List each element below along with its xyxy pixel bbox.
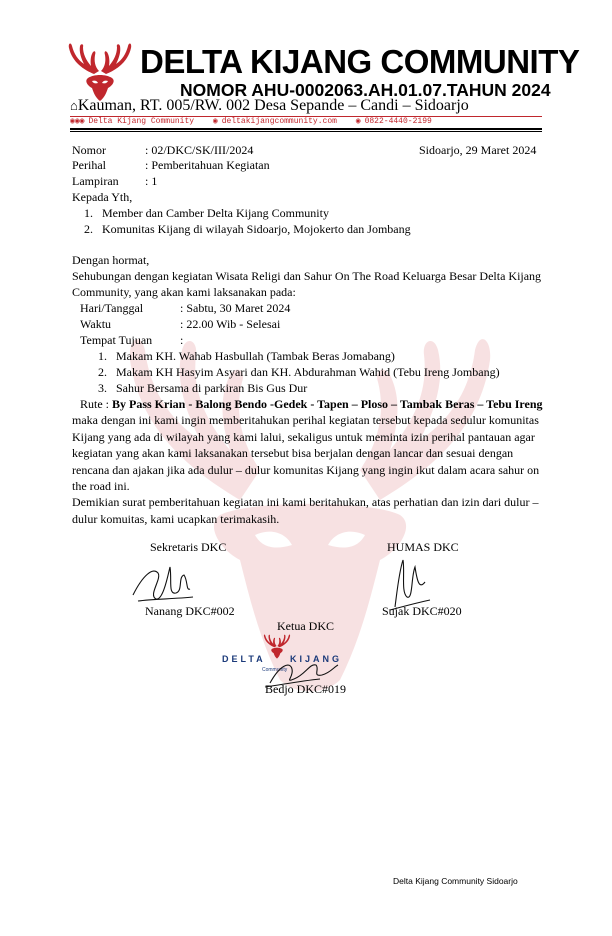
footer-text: Delta Kijang Community Sidoarjo <box>393 876 518 886</box>
letter-date: Sidoarjo, 29 Maret 2024 <box>419 143 537 157</box>
recipients-heading: Kepada Yth, <box>72 190 133 204</box>
contact-phone: 0822-4440-2199 <box>364 117 432 126</box>
place-item: 2. Makam KH Hasyim Asyari dan KH. Abdurahman Wahid (Tebu Ireng Jombang) <box>98 365 500 379</box>
org-name: DELTA KIJANG COMMUNITY <box>140 43 580 80</box>
route-label: Rute : <box>80 397 112 411</box>
recipient-text: Komunitas Kijang di wilayah Sidoarjo, Mojokerto dan Jombang <box>102 222 411 236</box>
route-value: By Pass Krian - Balong Bendo -Gedek - Tapen – Ploso – Tambak Beras – Tebu Ireng <box>112 397 543 411</box>
paragraph-closing <box>72 494 542 527</box>
route-line <box>80 397 543 412</box>
hari-value: : Sabtu, 30 Maret 2024 <box>180 301 291 315</box>
paragraph-line: the road ini. <box>72 479 130 493</box>
contact-facebook: Delta Kijang Community <box>88 117 195 126</box>
sekretaris-name: Nanang DKC#002 <box>145 604 235 618</box>
recipient-item: 1. Member dan Camber Delta Kijang Community <box>84 206 329 220</box>
sekretaris-title: Sekretaris DKC <box>150 540 227 554</box>
header-rule-thick <box>70 128 542 130</box>
hari-label: Hari/Tanggal <box>80 301 144 315</box>
paragraph-line: dulur komuitas, kami ucapkan terimakasih. <box>72 511 280 526</box>
paragraph-line: kegiatan yang akan kami laksanakan tersebut bisa berjalan dengan lancar dan sesuai dengan <box>72 446 514 460</box>
humas-title: HUMAS DKC <box>387 540 459 554</box>
perihal-value: : Pemberitahuan Kegiatan <box>145 158 270 172</box>
sekretaris-signature-icon <box>128 555 198 610</box>
waktu-value: : 22.00 Wib - Selesai <box>180 317 281 331</box>
intro-line: Community, yang akan kami laksanakan pada: <box>72 285 296 299</box>
lampiran-value: : 1 <box>145 174 158 188</box>
paragraph-notice <box>72 412 542 495</box>
humas-signature-icon <box>385 552 435 612</box>
ketua-name: Bedjo DKC#019 <box>265 682 346 696</box>
recipient-item: 2. Komunitas Kijang di wilayah Sidoarjo, Mojokerto dan Jombang <box>84 222 411 236</box>
address <box>70 97 469 115</box>
ketua-title: Ketua DKC <box>277 619 334 633</box>
nomor-label: Nomor <box>72 143 106 157</box>
perihal-label: Perihal <box>72 158 106 172</box>
lampiran-label: Lampiran <box>72 174 119 188</box>
humas-name: Sujak DKC#020 <box>382 604 462 618</box>
intro-line: Sehubungan dengan kegiatan Wisata Religi dan Sahur On The Road Keluarga Besar Delta Kijang <box>72 269 542 283</box>
stamp-text-left: DELTA <box>222 654 266 664</box>
email-icon: ◉ <box>212 117 218 126</box>
place-text: Sahur Bersama di parkiran Bis Gus Dur <box>116 381 308 395</box>
deer-logo-icon <box>64 40 136 102</box>
stamp-text-right: KIJANG <box>290 654 343 664</box>
tempat-label: Tempat Tujuan <box>80 333 153 347</box>
address-text: Kauman, RT. 005/RW. 002 Desa Sepande – Candi – Sidoarjo <box>77 97 469 114</box>
social-icons: ◉◉◉ <box>70 117 85 126</box>
place-text: Makam KH. Wahab Hasbullah (Tambak Beras Jomabang) <box>116 349 395 363</box>
paragraph-line: Demikian surat pemberitahuan kegiatan ini kami beritahukan, atas perhatian dan izin dari dulur – <box>72 495 539 509</box>
place-item: 3. Sahur Bersama di parkiran Bis Gus Dur <box>98 381 308 395</box>
contact-website: deltakijangcommunity.com <box>221 117 337 126</box>
paragraph-line: rencana dan ajakan jika ada dulur – dulur komunitas Kijang yang ingin ikut dalam acara sahur on <box>72 462 540 477</box>
waktu-label: Waktu <box>80 317 112 331</box>
recipient-text: Member dan Camber Delta Kijang Community <box>102 206 329 220</box>
greeting: Dengan hormat, <box>72 253 150 267</box>
paragraph-line: Kijang yang ada di wilayah yang kami lalui, sekaligus untuk meminta izin perihal pantauan agar <box>72 429 535 444</box>
paragraph-line: maka dengan ini kami ingin memberitahukan perihal kegiatan tersebut kepada sedulur komunitas <box>72 413 539 427</box>
place-text: Makam KH Hasyim Asyari dan KH. Abdurahman Wahid (Tebu Ireng Jombang) <box>116 365 500 379</box>
nomor-value: : 02/DKC/SK/III/2024 <box>145 143 254 157</box>
home-icon: ⌂ <box>70 98 78 113</box>
header-rule-thin <box>70 131 542 132</box>
registration-number: NOMOR AHU-0002063.AH.01.07.TAHUN 2024 <box>180 80 551 100</box>
contact-bar <box>70 116 542 128</box>
stamp-text-small: Community <box>262 667 288 673</box>
tempat-colon: : <box>180 333 184 347</box>
phone-icon: ◉ <box>355 117 361 126</box>
place-item: 1. Makam KH. Wahab Hasbullah (Tambak Beras Jomabang) <box>98 349 395 363</box>
